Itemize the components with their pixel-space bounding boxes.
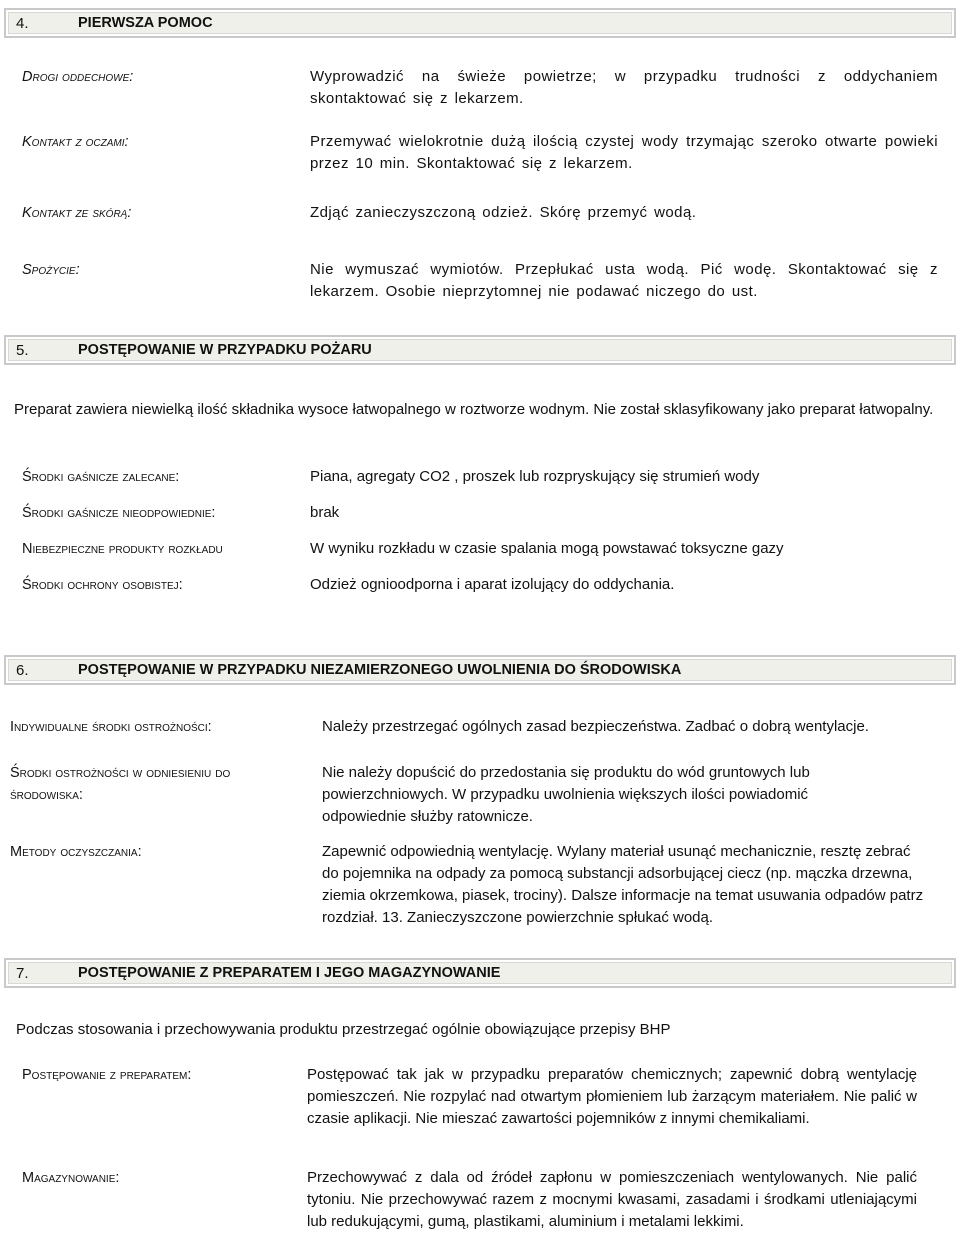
section-5-header xyxy=(4,335,956,365)
label-kontakt-ze-skora: Kontakt ze skórą: xyxy=(22,205,132,221)
section-5-title: POSTĘPOWANIE W PRZYPADKU POŻARU xyxy=(78,342,372,358)
section-5-intro: Preparat zawiera niewielką ilość składnika wysoce łatwopalnego w roztworze wodnym. Nie został sklasyfikowany jako preparat łatwopalny. xyxy=(14,401,934,418)
section-5-number: 5. xyxy=(16,341,29,359)
section-6-number: 6. xyxy=(16,661,29,679)
label-niebezpieczne-produkty: Niebezpieczne produkty rozkładu xyxy=(22,541,223,557)
section-6-header xyxy=(4,655,956,685)
label-metody-oczyszczania: Metody oczyszczania: xyxy=(10,844,142,860)
text-srodki-gasnicze-zalecane: Piana, agregaty CO2 , proszek lub rozpryskujący się strumień wody xyxy=(310,468,760,485)
section-4-header xyxy=(4,8,956,38)
label-indywidualne-srodki: Indywidualne środki ostrożności: xyxy=(10,719,212,735)
section-6-title: POSTĘPOWANIE W PRZYPADKU NIEZAMIERZONEGO UWOLNIENIA DO ŚRODOWISKA xyxy=(78,662,682,678)
section-7-number: 7. xyxy=(16,964,29,982)
label-postepowanie-z-preparatem: Postępowanie z preparatem: xyxy=(22,1067,192,1083)
section-7-header xyxy=(4,958,956,988)
label-kontakt-z-oczami: Kontakt z oczami: xyxy=(22,134,129,150)
text-spozycie: Nie wymuszać wymiotów. Przepłukać usta wodą. Pić wodę. Skontaktować się z lekarzem. Osobie nieprzytomnej nie podawać niczego do ust. xyxy=(310,261,938,300)
label-magazynowanie: Magazynowanie: xyxy=(22,1170,120,1186)
section-4-number: 4. xyxy=(16,14,29,32)
text-srodki-ochrony: Odzież ognioodporna i aparat izolujący do oddychania. xyxy=(310,576,675,593)
text-indywidualne-srodki: Należy przestrzegać ogólnych zasad bezpieczeństwa. Zadbać o dobrą wentylacje. xyxy=(322,718,869,735)
text-niebezpieczne-produkty: W wyniku rozkładu w czasie spalania mogą powstawać toksyczne gazy xyxy=(310,540,784,557)
text-drogi-oddechowe: Wyprowadzić na świeże powietrze; w przypadku trudności z oddychaniem skontaktować się z lekarzem. xyxy=(310,68,938,107)
section-7-title: POSTĘPOWANIE Z PREPARATEM I JEGO MAGAZYNOWANIE xyxy=(78,965,501,981)
label-drogi-oddechowe: Drogi oddechowe: xyxy=(22,69,134,85)
label-srodki-ostroznosci-srodowisko: Środki ostrożności w odniesieniu do środowiska: xyxy=(10,765,231,803)
text-postepowanie-z-preparatem: Postępować tak jak w przypadku preparatów chemicznych; zapewnić dobrą wentylację pomieszczeń. Nie rozpylać nad otwartym płomieniem lub żarzącym materiałem. Nie palić w czasie aplikacji. Nie mieszać zawartości pojemników z innymi chemikaliami. xyxy=(307,1066,917,1127)
text-srodki-ostroznosci-srodowisko: Nie należy dopuścić do przedostania się produktu do wód gruntowych lub powierzchniowych. W przypadku uwolnienia większych ilości powiadomić odpowiednie służby ratownicze. xyxy=(322,764,810,825)
section-4-title: PIERWSZA POMOC xyxy=(78,15,213,31)
label-srodki-gasnicze-nieodpowiednie: Środki gaśnicze nieodpowiednie: xyxy=(22,505,216,521)
label-srodki-gasnicze-zalecane: Środki gaśnicze zalecane: xyxy=(22,469,180,485)
text-metody-oczyszczania: Zapewnić odpowiednią wentylację. Wylany materiał usunąć mechanicznie, resztę zebrać do pojemnika na odpady za pomocą substancji adsorbującej ciecz (np. mączka drzewna, ziemia okrzemkowa, piasek, trociny). Dalsze informacje na temat usuwania odpadów patrz rozdział. 13. Zanieczyszczone powierzchnie spłukać wodą. xyxy=(322,843,924,926)
text-kontakt-ze-skora: Zdjąć zanieczyszczoną odzież. Skórę przemyć wodą. xyxy=(310,204,697,221)
section-7-intro: Podczas stosowania i przechowywania produktu przestrzegać ogólnie obowiązujące przepisy BHP xyxy=(16,1021,671,1038)
text-kontakt-z-oczami: Przemywać wielokrotnie dużą ilością czystej wody trzymając szeroko otwarte powieki przez 10 min. Skontaktować się z lekarzem. xyxy=(310,133,938,172)
text-srodki-gasnicze-nieodpowiednie: brak xyxy=(310,504,340,521)
text-magazynowanie: Przechowywać z dala od źródeł zapłonu w pomieszczeniach wentylowanych. Nie palić tytoniu. Nie przechowywać razem z mocnymi kwasami, zasadami i środkami utleniającymi lub redukującymi, gumą, plastikami, aluminium i metalami lekkimi. xyxy=(307,1169,917,1230)
label-srodki-ochrony: Środki ochrony osobistej: xyxy=(22,577,183,593)
label-spozycie: Spożycie: xyxy=(22,262,80,278)
